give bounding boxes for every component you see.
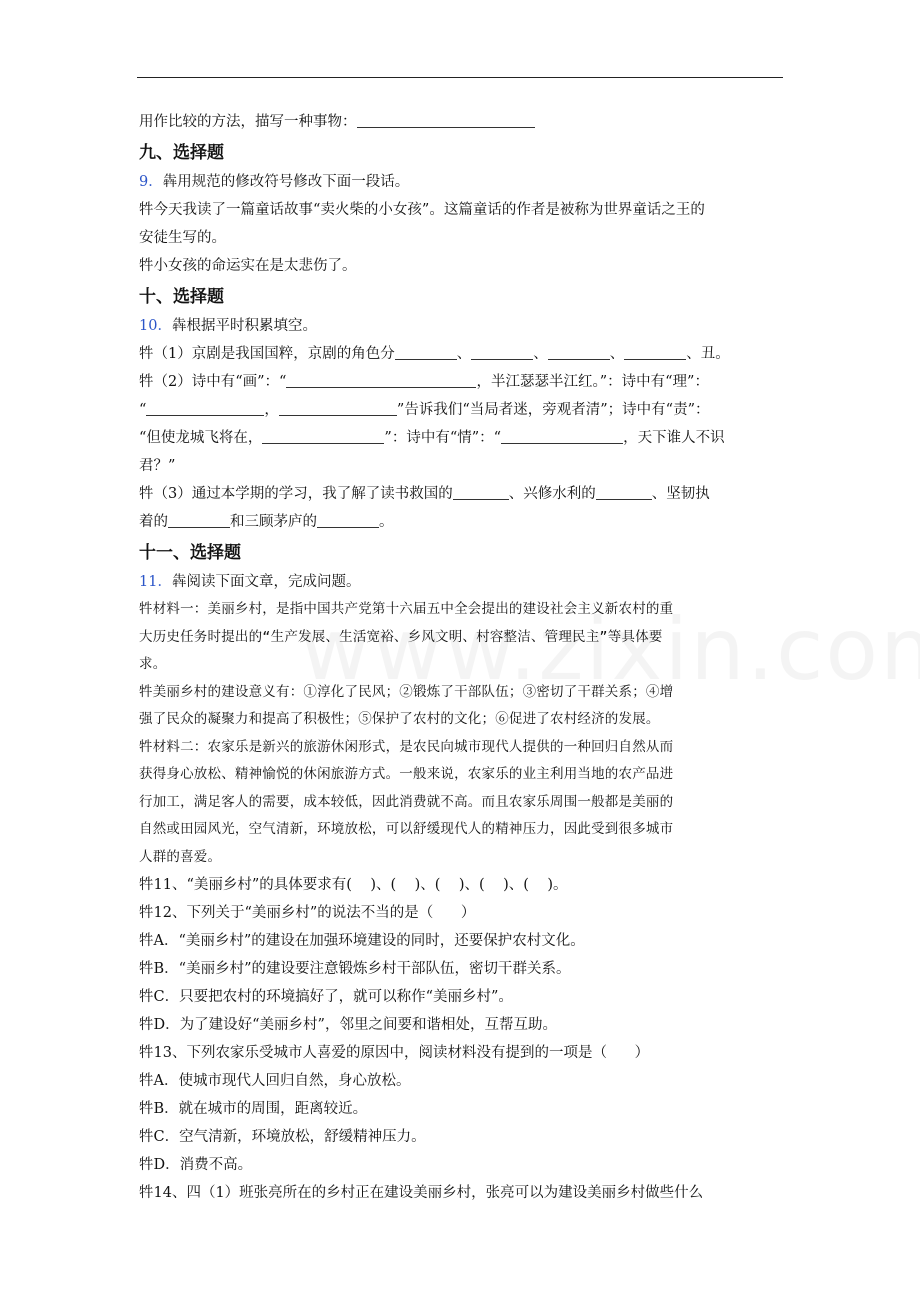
answer-blank[interactable] <box>501 427 623 444</box>
option-d[interactable]: 牪D．消费不高。 <box>139 1157 253 1173</box>
q10-part-3-cont: 着的 和三顾茅庐的 。 <box>139 508 779 536</box>
section-11-heading: 十一、选择题 <box>139 543 241 563</box>
material-line: 强了民众的凝聚力和提高了积极性；⑤保护了农村的文化；⑥促进了农村经济的发展。 <box>139 711 660 727</box>
q10-part-2-cont: “但使龙城飞将在， ”：诗中有“情”：“ ，天下谁人不识 <box>139 424 779 452</box>
material-line: 牪材料二：农家乐是新兴的旅游休闲形式，是农民向城市现代人提供的一种回归自然从而 <box>139 738 674 755</box>
question-10: 10．犇根据平时积累填空。 <box>139 318 317 334</box>
subquestion-14: 牪14、四（1）班张亮所在的乡村正在建设美丽乡村，张亮可以为建设美丽乡村做些什么 <box>139 1185 704 1201</box>
option-d[interactable]: 牪D．为了建设好“美丽乡村”，邻里之间要和谐相处，互帮互助。 <box>139 1017 557 1033</box>
material-line: 牪美丽乡村的建设意义有：①淳化了民风；②锻炼了干部队伍；③密切了干群关系；④增 <box>139 683 674 700</box>
question-11: 11．犇阅读下面文章，完成问题。 <box>139 574 361 590</box>
answer-blank[interactable] <box>262 427 384 444</box>
intro-line: 用作比较的方法，描写一种事物： <box>139 108 779 136</box>
header-rule <box>137 77 783 78</box>
q10-part-3: 牪（3）通过本学期的学习，我了解了读书救国的 、兴修水利的 、坚韧执 <box>139 480 779 508</box>
answer-blank[interactable] <box>453 483 509 500</box>
answer-blank[interactable] <box>624 343 686 360</box>
option-c[interactable]: 牪C．空气清新，环境放松，舒缓精神压力。 <box>139 1129 426 1145</box>
answer-blank[interactable] <box>395 343 457 360</box>
material-line: 自然或田园风光，空气清新，环境放松，可以舒缓现代人的精神压力，因此受到很多城市 <box>139 821 674 837</box>
question-number: 9． <box>139 174 163 190</box>
answer-blank[interactable] <box>146 399 264 416</box>
question-9: 9．犇用规范的修改符号修改下面一段话。 <box>139 174 410 190</box>
q9-text-line: 牪小女孩的命运实在是太悲伤了。 <box>139 258 357 274</box>
answer-blank[interactable] <box>596 483 652 500</box>
material-line: 牪材料一：美丽乡村，是指中国共产党第十六届五中全会提出的建设社会主义新农村的重 <box>139 601 674 617</box>
q9-text-line: 安徒生写的。 <box>139 230 226 246</box>
answer-blank[interactable] <box>279 399 397 416</box>
answer-blank[interactable] <box>471 343 533 360</box>
question-number: 10． <box>139 318 172 334</box>
q10-part-2-cont: “ ， ”告诉我们“当局者迷，旁观者清”；诗中有“责”： <box>139 396 779 424</box>
option-b[interactable]: 牪B．就在城市的周围，距离较近。 <box>139 1101 368 1117</box>
subquestion-12: 牪12、下列关于“美丽乡村”的说法不当的是（ ） <box>139 905 476 921</box>
q10-part-1: 牪（1）京剧是我国国粹，京剧的角色分 、 、 、 、丑。 <box>139 340 779 368</box>
option-a[interactable]: 牪A．“美丽乡村”的建设在加强环境建设的同时，还要保护农村文化。 <box>139 933 585 949</box>
answer-blank[interactable] <box>168 511 230 528</box>
material-line: 求。 <box>139 656 167 672</box>
q10-part-2: 牪（2）诗中有“画”：“ ，半江瑟瑟半江红。”：诗中有“理”： <box>139 368 779 396</box>
subquestion-11: 牪11、“美丽乡村”的具体要求有( )、( )、( )、( )、( )。 <box>139 877 568 893</box>
section-9-heading: 九、选择题 <box>139 143 224 163</box>
option-b[interactable]: 牪B．“美丽乡村”的建设要注意锻炼乡村干部队伍，密切干群关系。 <box>139 961 571 977</box>
option-a[interactable]: 牪A．使城市现代人回归自然，身心放松。 <box>139 1073 411 1089</box>
answer-blank[interactable] <box>317 511 379 528</box>
answer-blank[interactable] <box>548 343 610 360</box>
material-line: 获得身心放松、精神愉悦的休闲旅游方式。一般来说，农家乐的业主利用当地的农产品进 <box>139 766 674 782</box>
answer-blank[interactable] <box>357 111 535 128</box>
option-c[interactable]: 牪C．只要把农村的环境搞好了，就可以称作“美丽乡村”。 <box>139 989 513 1005</box>
material-line: 行加工，满足客人的需要，成本较低，因此消费就不高。而且农家乐周围一般都是美丽的 <box>139 793 674 810</box>
question-number: 11． <box>139 574 172 590</box>
material-line: 大历史任务时提出的“生产发展、生活宽裕、乡风文明、村容整洁、管理民主”等具体要 <box>139 628 663 645</box>
q10-part-2-cont: 君？” <box>139 458 176 474</box>
answer-blank[interactable] <box>286 371 476 388</box>
material-line: 人群的喜爱。 <box>139 848 222 865</box>
section-10-heading: 十、选择题 <box>139 287 224 307</box>
document-body <box>139 108 779 1207</box>
q9-text-line: 牪今天我读了一篇童话故事“卖火柴的小女孩”。这篇童话的作者是被称为世界童话之王的 <box>139 202 705 218</box>
subquestion-13: 牪13、下列农家乐受城市人喜爱的原因中，阅读材料没有提到的一项是（ ） <box>139 1045 650 1061</box>
